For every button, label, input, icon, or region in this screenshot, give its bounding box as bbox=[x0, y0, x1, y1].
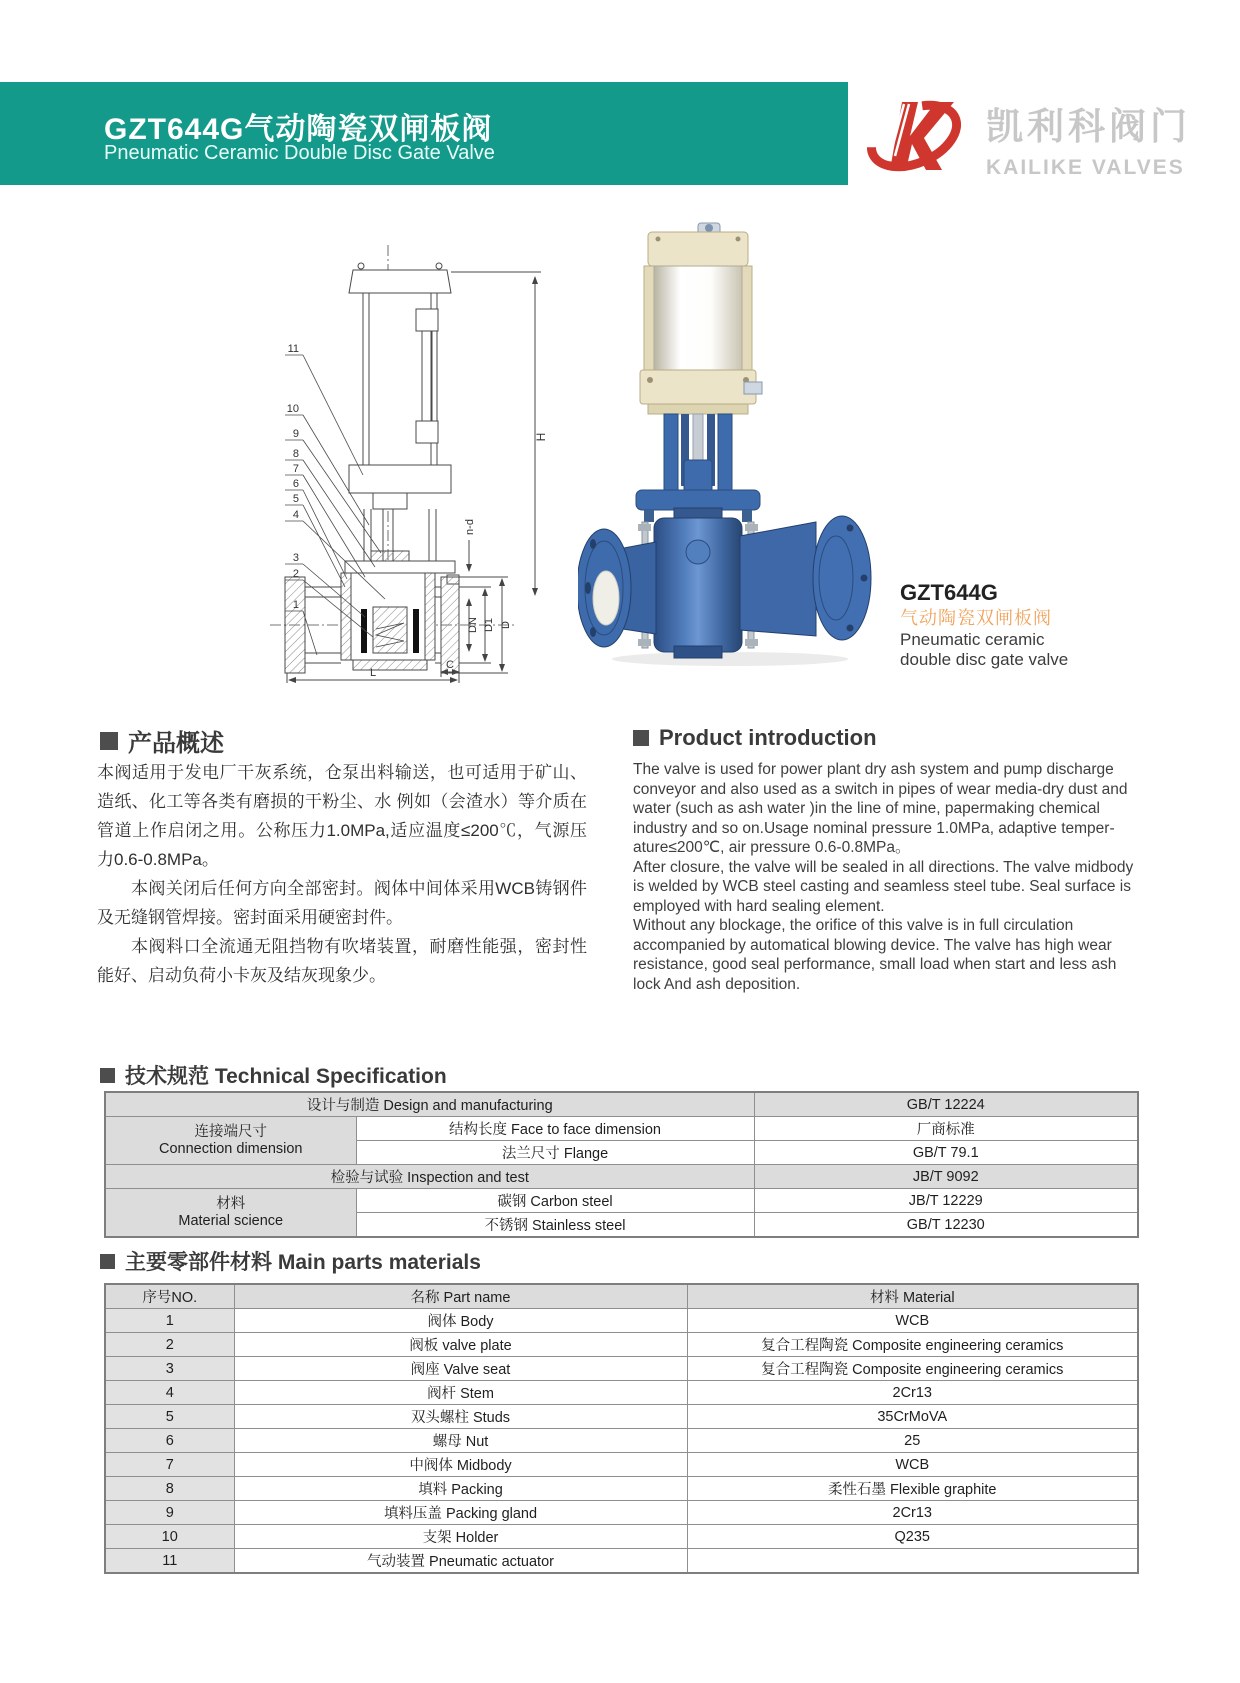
product-name-cn: 气动陶瓷双闸板阀 bbox=[900, 608, 1052, 629]
part-label: 11 bbox=[287, 343, 299, 355]
spec-group-en: Material science bbox=[178, 1212, 284, 1229]
section-bullet-icon bbox=[100, 1254, 115, 1269]
parts-name: 阀体 Body bbox=[234, 1309, 687, 1333]
table-row bbox=[105, 1309, 1138, 1333]
table-row bbox=[105, 1477, 1138, 1501]
table-row bbox=[105, 1381, 1138, 1405]
parts-no: 8 bbox=[105, 1477, 234, 1501]
parts-no: 9 bbox=[105, 1501, 234, 1525]
table-row bbox=[105, 1405, 1138, 1429]
table-row bbox=[105, 1333, 1138, 1357]
overview-heading bbox=[100, 723, 224, 758]
parts-name: 中阀体 Midbody bbox=[234, 1453, 687, 1477]
spec-heading-text: 技术规范 Technical Specification bbox=[125, 1065, 447, 1088]
part-label: 2 bbox=[292, 568, 299, 580]
part-label: 9 bbox=[292, 428, 299, 440]
parts-col-header: 名称 Part name bbox=[234, 1284, 687, 1309]
overview-body bbox=[97, 758, 587, 990]
spec-cell: 结构长度 Face to face dimension bbox=[356, 1117, 754, 1141]
table-row bbox=[105, 1549, 1138, 1574]
parts-material: WCB bbox=[687, 1453, 1138, 1477]
parts-name: 双头螺柱 Studs bbox=[234, 1405, 687, 1429]
parts-material: 复合工程陶瓷 Composite engineering ceramics bbox=[687, 1333, 1138, 1357]
parts-no: 11 bbox=[105, 1549, 234, 1574]
parts-heading-text: 主要零部件材料 Main parts materials bbox=[125, 1251, 481, 1274]
parts-table bbox=[104, 1283, 1139, 1574]
dim-label-dn: DN bbox=[467, 617, 479, 633]
parts-name: 填料 Packing bbox=[234, 1477, 687, 1501]
technical-drawing bbox=[245, 225, 565, 685]
introduction-paragraph: After closure, the valve will be sealed in all directions. The valve midbody is welded by WCB steel casting and seamless steel tube. Seal surface is employed with hard sealing element. bbox=[633, 858, 1134, 915]
overview-paragraph: 本阀适用于发电厂干灰系统，仓泵出料输送，也可适用于矿山、造纸、化工等各类有磨损的干粉尘、水 例如（会渣水）等介质在管道上作启闭之用。公称压力1.0MPa,适应温度≤200℃，气源压力0.6-0.8MPa。 bbox=[97, 763, 587, 869]
spec-cell: 设计与制造 Design and manufacturing bbox=[105, 1092, 754, 1117]
spec-cell: 不锈钢 Stainless steel bbox=[356, 1213, 754, 1238]
spec-cell: GB/T 12224 bbox=[754, 1092, 1138, 1117]
spec-cell: 碳钢 Carbon steel bbox=[356, 1189, 754, 1213]
overview-paragraph: 本阀关闭后任何方向全部密封。阀体中间体采用WCB铸钢件及无缝钢管焊接。密封面采用硬密封件。 bbox=[97, 879, 587, 927]
parts-name: 填料压盖 Packing gland bbox=[234, 1501, 687, 1525]
spec-group-cn: 连接端尺寸 bbox=[194, 1123, 267, 1140]
model-number: GZT644G bbox=[900, 580, 998, 605]
spec-cell: 厂商标准 bbox=[754, 1117, 1138, 1141]
parts-no: 4 bbox=[105, 1381, 234, 1405]
parts-material bbox=[687, 1549, 1138, 1574]
header-banner bbox=[0, 82, 848, 185]
parts-name: 螺母 Nut bbox=[234, 1429, 687, 1453]
parts-name: 阀座 Valve seat bbox=[234, 1357, 687, 1381]
introduction-paragraph: Without any blockage, the orifice of this valve is in full circulation accompanied by automatical blowing device. The valve has high wear resistance, good seal performance, small load when start and less ash lock And ash deposition. bbox=[633, 917, 1117, 993]
part-label: 10 bbox=[286, 403, 299, 415]
parts-material: 2Cr13 bbox=[687, 1381, 1138, 1405]
parts-material: 25 bbox=[687, 1429, 1138, 1453]
parts-no: 5 bbox=[105, 1405, 234, 1429]
parts-heading bbox=[100, 1246, 481, 1276]
brand-name-en: KAILIKE VALVES bbox=[986, 156, 1185, 179]
parts-col-header: 材料 Material bbox=[687, 1284, 1138, 1309]
parts-name: 阀板 valve plate bbox=[234, 1333, 687, 1357]
spec-group-cn: 材料 bbox=[216, 1195, 246, 1212]
table-row bbox=[105, 1357, 1138, 1381]
dim-label-d1: D1 bbox=[483, 617, 495, 633]
page-title: GZT644G气动陶瓷双闸板阀 bbox=[104, 113, 493, 146]
parts-no: 3 bbox=[105, 1357, 234, 1381]
part-label: 8 bbox=[292, 448, 299, 460]
parts-no: 1 bbox=[105, 1309, 234, 1333]
brand-name-cn: 凯利科阀门 bbox=[986, 106, 1191, 147]
product-photo bbox=[578, 222, 888, 667]
part-label: 7 bbox=[292, 463, 299, 475]
product-name-en: Pneumatic ceramic bbox=[900, 629, 1045, 649]
parts-material: Q235 bbox=[687, 1525, 1138, 1549]
parts-material: 柔性石墨 Flexible graphite bbox=[687, 1477, 1138, 1501]
spec-cell: 检验与试验 Inspection and test bbox=[105, 1165, 754, 1189]
dim-label-c: C bbox=[446, 659, 454, 671]
spec-cell: GB/T 79.1 bbox=[754, 1141, 1138, 1165]
part-label: 4 bbox=[292, 509, 299, 521]
parts-material: 35CrMoVA bbox=[687, 1405, 1138, 1429]
spec-cell: GB/T 12230 bbox=[754, 1213, 1138, 1238]
parts-no: 7 bbox=[105, 1453, 234, 1477]
parts-material: 复合工程陶瓷 Composite engineering ceramics bbox=[687, 1357, 1138, 1381]
parts-name: 阀杆 Stem bbox=[234, 1381, 687, 1405]
table-row bbox=[105, 1501, 1138, 1525]
introduction-body bbox=[633, 760, 1138, 994]
part-label: 3 bbox=[292, 552, 299, 564]
section-bullet-icon bbox=[100, 1068, 115, 1083]
parts-material: 2Cr13 bbox=[687, 1501, 1138, 1525]
spec-cell: JB/T 12229 bbox=[754, 1189, 1138, 1213]
product-name-en: double disc gate valve bbox=[900, 650, 1069, 670]
parts-material: WCB bbox=[687, 1309, 1138, 1333]
dim-label-d: D bbox=[500, 621, 512, 629]
parts-no: 2 bbox=[105, 1333, 234, 1357]
section-bullet-icon bbox=[100, 732, 118, 750]
photo-caption bbox=[900, 580, 1068, 671]
introduction-heading-text: Product introduction bbox=[659, 725, 877, 750]
parts-no: 6 bbox=[105, 1429, 234, 1453]
table-row bbox=[105, 1453, 1138, 1477]
table-row bbox=[105, 1429, 1138, 1453]
introduction-heading bbox=[633, 725, 877, 751]
overview-heading-text: 产品概述 bbox=[128, 730, 224, 757]
spec-table bbox=[104, 1091, 1139, 1238]
part-label: 1 bbox=[292, 599, 299, 611]
dim-label-nd: n-d bbox=[464, 519, 476, 535]
part-label: 5 bbox=[292, 493, 299, 505]
overview-paragraph: 本阀料口全流通无阻挡物有吹堵装置，耐磨性能强，密封性能好、启动负荷小卡灰及结灰现象少。 bbox=[97, 937, 587, 985]
brand-text bbox=[986, 96, 1236, 180]
page-subtitle: Pneumatic Ceramic Double Disc Gate Valve bbox=[104, 142, 495, 164]
table-row bbox=[105, 1525, 1138, 1549]
dim-label-l: L bbox=[369, 667, 377, 679]
introduction-paragraph: The valve is used for power plant dry ash system and pump discharge conveyor and also used as a switch in pipes of wear media-dry dust and water (such as ash water )in the line of mine, papermaking chemical industry and so on.Usage nominal pressure 1.0MPa, adaptive temper-ature≤200℃, air pressure 0.6-0.8MPa。 bbox=[633, 761, 1128, 856]
brand-logo-icon bbox=[862, 86, 974, 182]
spec-cell: 法兰尺寸 Flange bbox=[356, 1141, 754, 1165]
section-bullet-icon bbox=[633, 730, 649, 746]
part-label: 6 bbox=[292, 478, 299, 490]
parts-name: 气动装置 Pneumatic actuator bbox=[234, 1549, 687, 1574]
spec-cell: JB/T 9092 bbox=[754, 1165, 1138, 1189]
spec-group-en: Connection dimension bbox=[159, 1140, 303, 1157]
parts-col-header: 序号NO. bbox=[105, 1284, 234, 1309]
spec-heading bbox=[100, 1060, 447, 1090]
parts-name: 支架 Holder bbox=[234, 1525, 687, 1549]
parts-no: 10 bbox=[105, 1525, 234, 1549]
dim-label-h: H bbox=[534, 432, 548, 442]
spec-group-cell bbox=[105, 1189, 356, 1238]
spec-group-cell bbox=[105, 1117, 356, 1165]
